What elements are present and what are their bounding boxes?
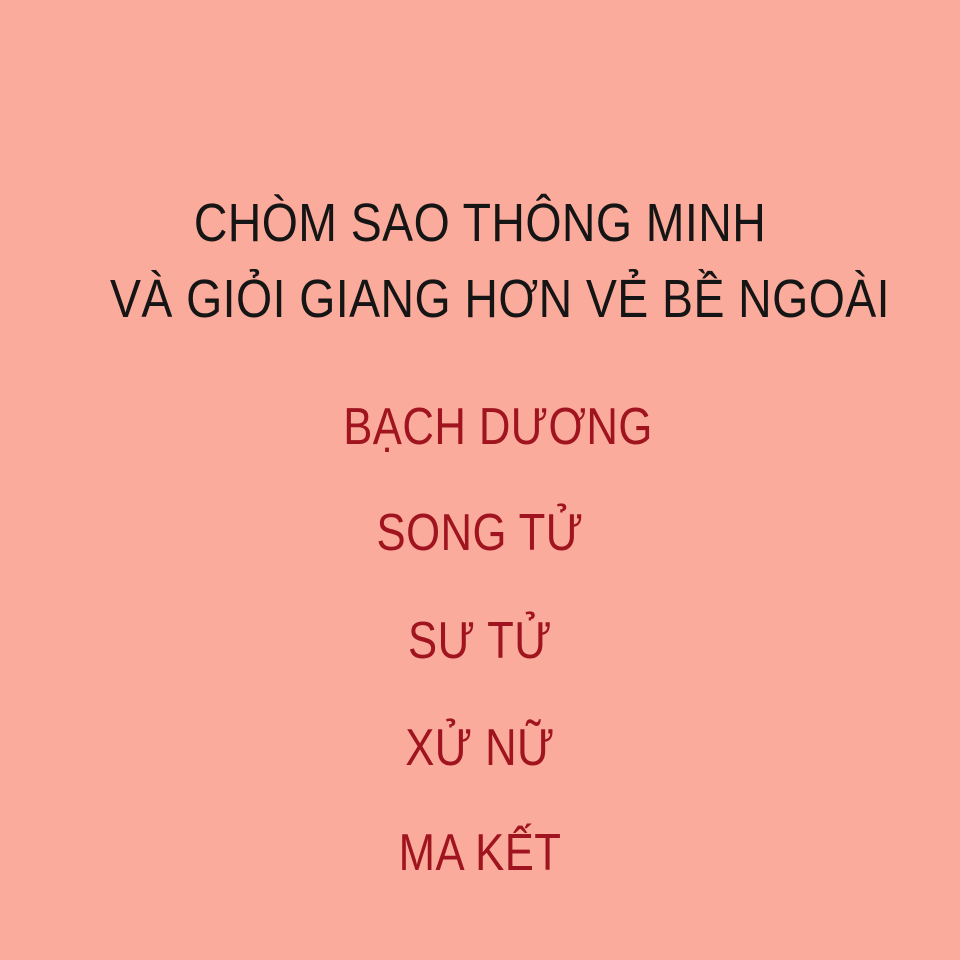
zodiac-sign-aries: BẠCH DƯƠNG — [343, 398, 653, 456]
zodiac-sign-gemini: SONG TỬ — [376, 504, 584, 562]
title-line-1: CHÒM SAO THÔNG MINH — [193, 193, 767, 253]
zodiac-sign-capricorn: MA KẾT — [398, 824, 562, 882]
title-line-2: VÀ GIỎI GIANG HƠN VẺ BỀ NGOÀI — [109, 269, 890, 329]
zodiac-sign-virgo: XỬ NỮ — [405, 719, 555, 777]
zodiac-sign-leo: SƯ TỬ — [408, 612, 552, 670]
